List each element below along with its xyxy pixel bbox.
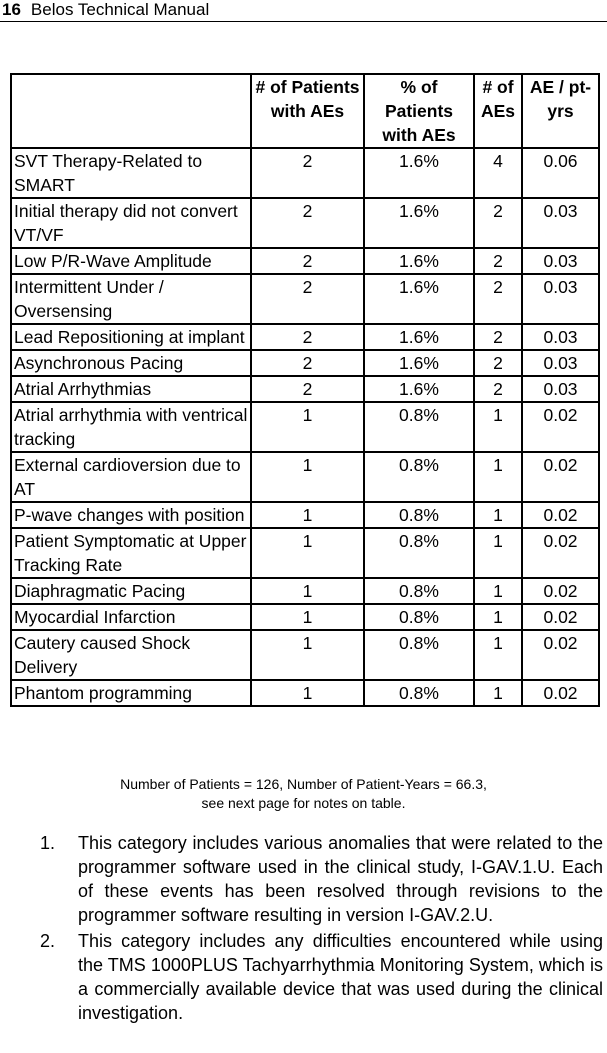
table-body [11,148,599,706]
event-label-cell: Atrial Arrhythmias [11,376,251,402]
table-header-row [11,74,599,148]
table-row [11,350,599,376]
rate-cell: 0.06 [522,148,599,198]
manual-title: Belos Technical Manual [30,0,210,19]
ae-count-cell: 2 [474,350,522,376]
percent-cell: 1.6% [364,148,474,198]
column-header: AE / pt-yrs [522,74,599,148]
event-label-cell: Asynchronous Pacing [11,350,251,376]
percent-cell: 1.6% [364,350,474,376]
ae-count-cell: 4 [474,148,522,198]
percent-cell: 1.6% [364,376,474,402]
patients-cell: 2 [251,148,364,198]
patients-cell: 2 [251,324,364,350]
rate-cell: 0.03 [522,350,599,376]
rate-cell: 0.03 [522,324,599,350]
table-row [11,502,599,528]
table-row [11,578,599,604]
rate-cell: 0.02 [522,578,599,604]
table-row [11,324,599,350]
event-label-cell: Myocardial Infarction [11,604,251,630]
page-number: 16 [2,0,21,19]
note-item [40,831,603,927]
percent-cell: 0.8% [364,578,474,604]
table-row [11,604,599,630]
ae-count-cell: 1 [474,680,522,706]
event-label-cell: Atrial arrhythmia with ventrical tracking [11,402,251,452]
patients-cell: 1 [251,630,364,680]
rate-cell: 0.02 [522,630,599,680]
patients-cell: 2 [251,274,364,324]
ae-count-cell: 1 [474,452,522,502]
event-label-cell: External cardioversion due to AT [11,452,251,502]
rate-cell: 0.02 [522,452,599,502]
patients-cell: 1 [251,502,364,528]
footnote-line: Number of Patients = 126, Number of Patient-Years = 66.3, [120,776,487,792]
note-number: 1. [40,833,56,853]
table-footnote [0,775,607,813]
note-number: 2. [40,931,56,951]
ae-count-cell: 2 [474,376,522,402]
ae-count-cell: 1 [474,604,522,630]
rate-cell: 0.03 [522,376,599,402]
table-row [11,148,599,198]
patients-cell: 1 [251,578,364,604]
percent-cell: 0.8% [364,604,474,630]
notes-list [40,831,603,1027]
ae-count-cell: 2 [474,274,522,324]
column-header: % of Patients with AEs [364,74,474,148]
event-label-cell: Lead Repositioning at implant [11,324,251,350]
percent-cell: 0.8% [364,528,474,578]
table-row [11,452,599,502]
adverse-events-table [10,73,600,707]
rate-cell: 0.03 [522,274,599,324]
event-label-cell: P-wave changes with position [11,502,251,528]
ae-count-cell: 2 [474,198,522,248]
event-label-cell: Diaphragmatic Pacing [11,578,251,604]
table-row [11,680,599,706]
patients-cell: 1 [251,452,364,502]
note-text: This category includes various anomalies that were related to the programmer software used in the clinical study, I-GAV.1.U. Each of these events has been resolved through revisions to the programmer software resulting in version I-GAV.2.U. [78,833,603,925]
table-row [11,198,599,248]
ae-count-cell: 2 [474,324,522,350]
percent-cell: 1.6% [364,248,474,274]
note-text: This category includes any difficulties encountered while using the TMS 1000PLUS Tachyarrhythmia Monitoring System, which is a commercially available device that was used during the clinical investigation. [78,931,603,1023]
table-row [11,248,599,274]
event-label-cell: Initial therapy did not convert VT/VF [11,198,251,248]
rate-cell: 0.02 [522,402,599,452]
percent-cell: 0.8% [364,402,474,452]
rate-cell: 0.02 [522,528,599,578]
patients-cell: 2 [251,248,364,274]
percent-cell: 1.6% [364,274,474,324]
percent-cell: 0.8% [364,630,474,680]
ae-count-cell: 1 [474,578,522,604]
rate-cell: 0.03 [522,248,599,274]
percent-cell: 1.6% [364,324,474,350]
event-label-cell: SVT Therapy-Related to SMART [11,148,251,198]
rate-cell: 0.02 [522,502,599,528]
ae-count-cell: 1 [474,502,522,528]
patients-cell: 1 [251,680,364,706]
patients-cell: 1 [251,604,364,630]
event-label-cell: Low P/R-Wave Amplitude [11,248,251,274]
patients-cell: 1 [251,402,364,452]
percent-cell: 1.6% [364,198,474,248]
event-label-cell: Intermittent Under / Oversensing [11,274,251,324]
page-header [0,0,607,22]
event-label-cell: Patient Symptomatic at Upper Tracking Rate [11,528,251,578]
column-header: # of AEs [474,74,522,148]
column-header: # of Patients with AEs [251,74,364,148]
event-label-cell: Cautery caused Shock Delivery [11,630,251,680]
table-row [11,274,599,324]
ae-count-cell: 1 [474,630,522,680]
percent-cell: 0.8% [364,680,474,706]
rate-cell: 0.02 [522,680,599,706]
column-header [11,74,251,148]
percent-cell: 0.8% [364,452,474,502]
footnote-line: see next page for notes on table. [201,795,406,811]
table-row [11,528,599,578]
rate-cell: 0.03 [522,198,599,248]
patients-cell: 1 [251,528,364,578]
note-item [40,929,603,1025]
table-row [11,376,599,402]
table-row [11,630,599,680]
rate-cell: 0.02 [522,604,599,630]
event-label-cell: Phantom programming [11,680,251,706]
ae-count-cell: 1 [474,528,522,578]
patients-cell: 2 [251,198,364,248]
percent-cell: 0.8% [364,502,474,528]
patients-cell: 2 [251,376,364,402]
ae-count-cell: 2 [474,248,522,274]
table-row [11,402,599,452]
ae-count-cell: 1 [474,402,522,452]
patients-cell: 2 [251,350,364,376]
